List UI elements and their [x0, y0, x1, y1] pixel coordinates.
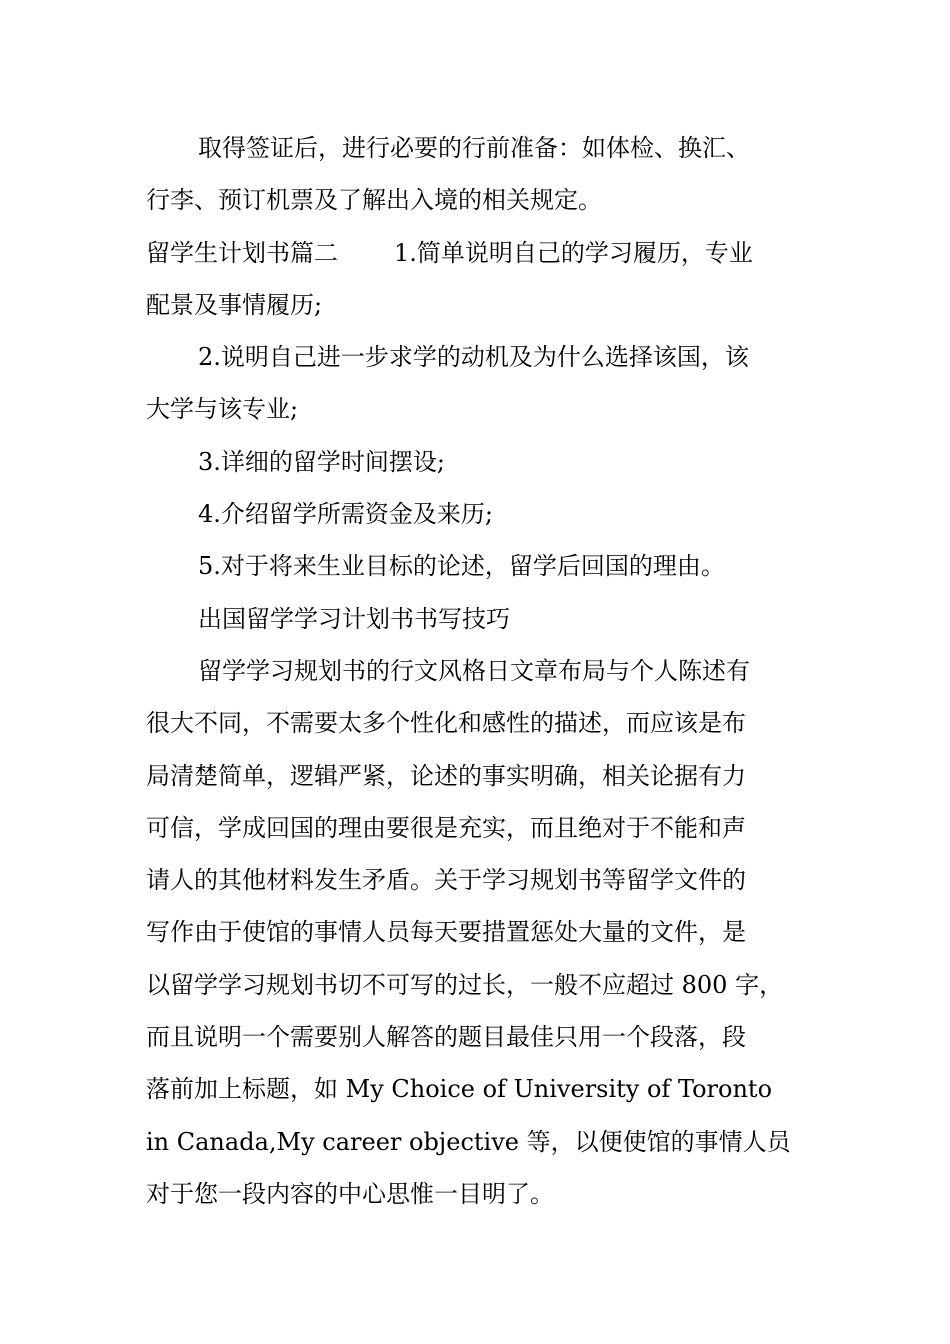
- line-text: 对于您一段内容的中心思惟一目明了。: [146, 1179, 554, 1208]
- line-text: 很大不同，不需要太多个性化和感性的描述，而应该是布: [146, 709, 746, 738]
- paragraph-line: [146, 180, 808, 232]
- line-text: 取得签证后，进行必要的行前准备：如体检、换汇、: [198, 134, 750, 162]
- line-text: 大学与该专业;: [146, 395, 299, 424]
- list-item-line: [146, 546, 808, 598]
- list-item-text: 3.详细的留学时间摆设;: [198, 447, 445, 476]
- list-item-text: 1.简单说明自己的学习履历，专业: [394, 238, 753, 267]
- paragraph-line: [146, 128, 808, 180]
- subheading-text: 出国留学学习计划书书写技巧: [198, 604, 510, 633]
- line-text: 可信，学成回国的理由要很是充实，而且绝对于不能和声: [146, 813, 746, 842]
- paragraph-line: [146, 808, 808, 860]
- paragraph-line: [146, 703, 808, 755]
- paragraph-line: [146, 389, 808, 441]
- document-body: [146, 128, 808, 1226]
- paragraph-line: [146, 1017, 808, 1069]
- paragraph-line: [146, 1069, 808, 1121]
- line-text: 行李、预订机票及了解出入境的相关规定。: [146, 186, 602, 215]
- list-item-line: [146, 442, 808, 494]
- line-text: 落前加上标题，如 My Choice of University of Toronto: [146, 1075, 773, 1104]
- paragraph-line: [146, 860, 808, 912]
- paragraph-line: [146, 965, 808, 1017]
- section-title: 留学生计划书篇二: [146, 238, 338, 267]
- paragraph-line: [146, 1122, 808, 1174]
- paragraph-line: [146, 651, 808, 703]
- line-text: 写作由于使馆的事情人员每天要措置惩处大量的文件，是: [146, 918, 746, 947]
- list-item-line: [146, 494, 808, 546]
- paragraph-line: [146, 285, 808, 337]
- list-item-line: [146, 337, 808, 389]
- paragraph-line: [146, 912, 808, 964]
- line-text: 局清楚简单，逻辑严紧，论述的事实明确，相关论据有力: [146, 761, 746, 790]
- list-item-text: 2.说明自己进一步求学的动机及为什么选择该国，该: [198, 343, 749, 372]
- section-heading-line: [146, 233, 808, 285]
- line-text: 请人的其他材料发生矛盾。关于学习规划书等留学文件的: [146, 866, 746, 895]
- line-text: 配景及事情履历;: [146, 290, 323, 319]
- line-text: 而且说明一个需要别人解答的题目最佳只用一个段落，段: [146, 1023, 746, 1052]
- line-text: 以留学学习规划书切不可写的过长，一般不应超过 800 字，: [146, 970, 784, 999]
- subheading-line: [146, 599, 808, 651]
- line-text: in Canada,My career objective 等，以便使馆的事情人员: [146, 1127, 791, 1156]
- list-item-text: 4.介绍留学所需资金及来历;: [198, 500, 493, 529]
- paragraph-line: [146, 756, 808, 808]
- list-item-text: 5.对于将来生业目标的论述，留学后回国的理由。: [198, 552, 725, 581]
- line-text: 留学学习规划书的行文风格日文章布局与个人陈述有: [198, 656, 750, 685]
- paragraph-line: [146, 1174, 808, 1226]
